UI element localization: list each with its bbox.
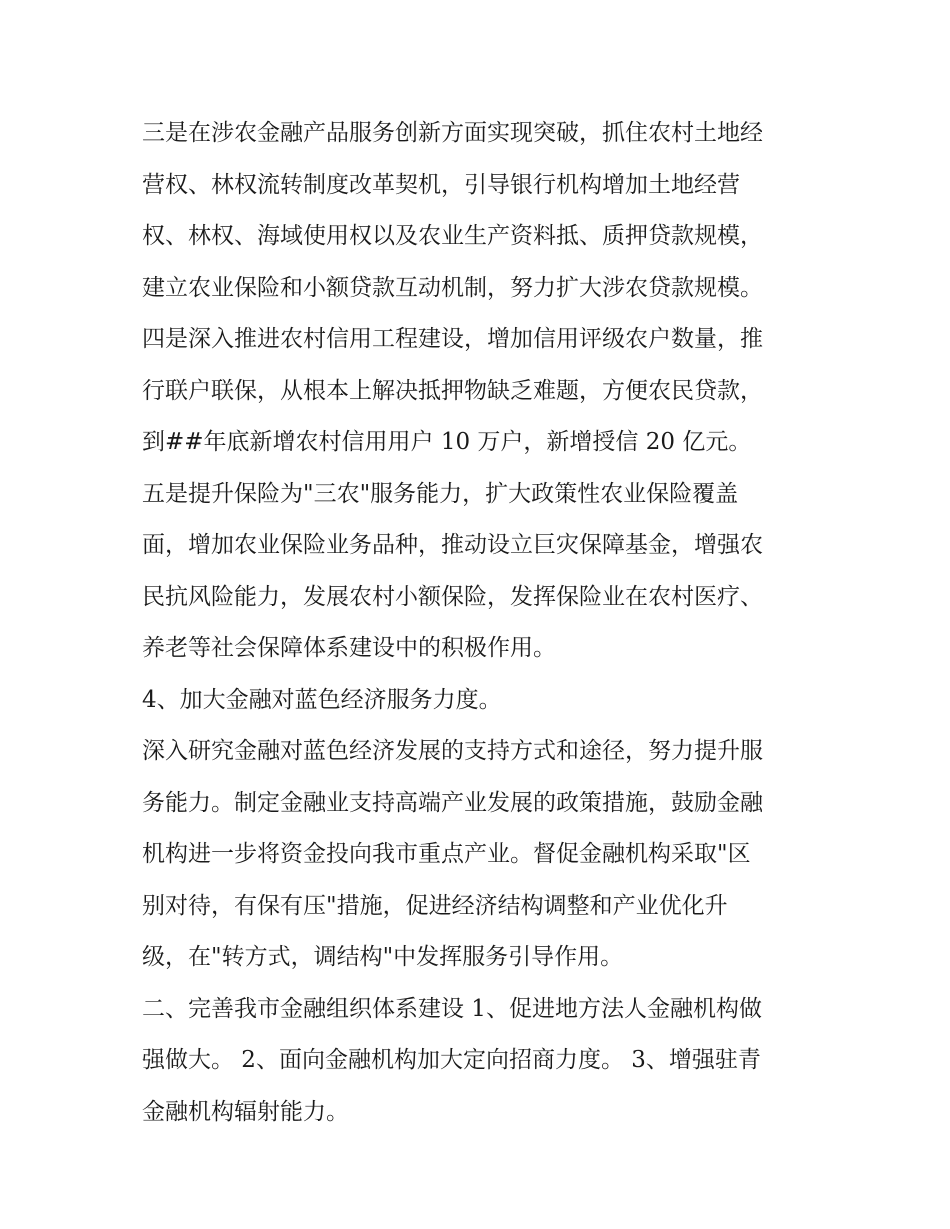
section-heading: 4、加大金融对蓝色经济服务力度。 xyxy=(142,686,502,713)
text-line: 行联户联保，从根本上解决抵押物缺乏难题，方便农民贷款， xyxy=(142,377,763,404)
text-line: 权、林权、海域使用权以及农业生产资料抵、质押贷款规模， xyxy=(142,223,763,249)
text-line: 营权、林权流转制度改革契机，引导银行机构增加土地经营 xyxy=(142,171,740,198)
text-line: 三是在涉农金融产品服务创新方面实现突破，抓住农村土地经 xyxy=(142,120,763,146)
text-line: 四是深入推进农村信用工程建设，增加信用评级农户数量，推 xyxy=(142,326,763,352)
text-line: 五是提升保险为"三农"服务能力，扩大政策性农业保险覆盖 xyxy=(142,480,739,507)
text-line: 到##年底新增农村信用用户 10 万户，新增授信 20 亿元。 xyxy=(142,429,752,455)
text-line: 养老等社会保障体系建设中的积极作用。 xyxy=(142,635,556,661)
text-line: 机构进一步将资金投向我市重点产业。督促金融机构采取"区 xyxy=(142,841,751,867)
text-line: 务能力。制定金融业支持高端产业发展的政策措施，鼓励金融 xyxy=(142,789,763,816)
document-body xyxy=(142,108,822,1138)
text-line: 金融机构辐射能力。 xyxy=(142,1098,349,1125)
text-line: 别对待，有保有压"措施，促进经济结构调整和产业优化升 xyxy=(142,892,728,919)
text-line: 深入研究金融对蓝色经济发展的支持方式和途径，努力提升服 xyxy=(142,738,763,764)
text-line: 建立农业保险和小额贷款互动机制，努力扩大涉农贷款规模。 xyxy=(142,274,763,301)
text-line: 民抗风险能力，发展农村小额保险，发挥保险业在农村医疗、 xyxy=(142,583,763,610)
text-line: 强做大。 2、面向金融机构加大定向招商力度。 3、增强驻青 xyxy=(142,1047,761,1073)
text-line: 面，增加农业保险业务品种，推动设立巨灾保障基金，增强农 xyxy=(142,532,763,558)
text-line: 级，在"转方式，调结构"中发挥服务引导作用。 xyxy=(142,944,624,970)
section-heading: 二、完善我市金融组织体系建设 1、促进地方法人金融机构做 xyxy=(142,995,762,1022)
